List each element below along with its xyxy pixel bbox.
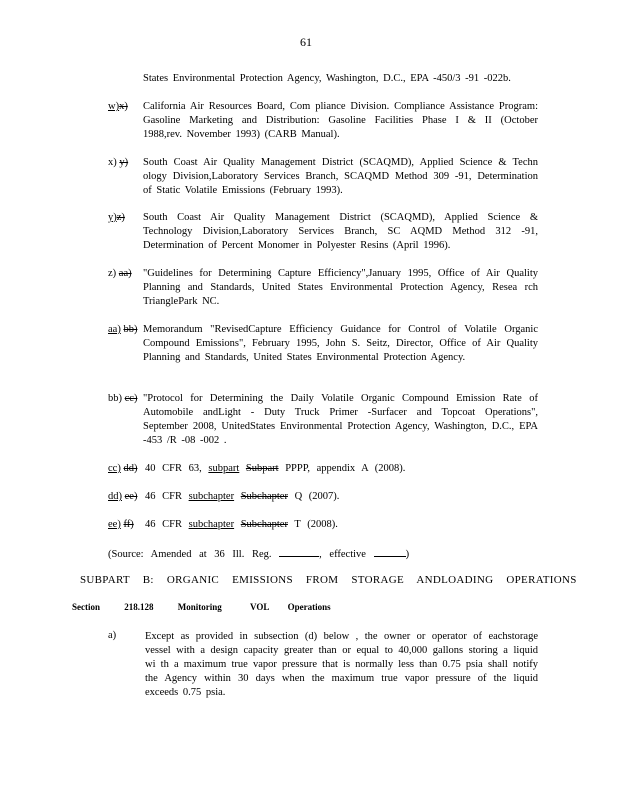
label-new: w) [108,101,120,112]
section-title-3: Operations [287,602,331,612]
page-number: 61 [300,35,312,49]
label-old: z) [116,212,125,223]
reference-text: California Air Resources Board, Com pliance Division. Compliance Assistance Program: Gasoline Marketing and Distribution: Gasoline Facilities Phase I & II (October 1988,rev. November 1993) (CARB Manual). [143,101,538,140]
paragraph-label: a) [108,630,117,641]
register-blank [279,546,319,557]
label-old: cc) [124,393,138,404]
ref-post: PPPP, appendix A (2008). [278,463,406,474]
section-label: Section [72,602,100,612]
subpart-heading: SUBPART B: ORGANIC EMISSIONS FROM STORAGE ANDLOADING OPERATIONS [80,574,577,586]
source-open: (Source: [108,549,144,560]
reference-text: Memorandum "RevisedCapture Efficiency Guidance for Control of Volatile Organic Compound Emissions", February 1995, John S. Seitz, Director, Office of Air Quality Planning and Standards, United States Environmental Protection Agency. [143,324,538,363]
label-old: bb) [123,324,138,335]
item-label [108,462,137,476]
ref-pre: 46 CFR [145,491,189,502]
item-label [108,267,132,281]
effective-date-blank [374,546,406,557]
ref-post: Q (2007). [287,491,340,502]
item-label [108,392,137,406]
item-label [108,211,125,225]
label-new: y) [108,212,117,223]
label-new: cc) [108,463,121,474]
ref-pre: 40 CFR 63, [145,463,209,474]
item-label [108,323,137,337]
label-old: x) [119,101,128,112]
paragraph-text: Except as provided in subsection (d) below , the owner or operator of eachstorage vessel with a design capacity greater than or equal to 40,000 gallons storing a liquid wi th a maximum true vapor pressure that is normally less than 0.75 psia shall notify the Agency within 30 days when the maximum true vapor pressure of the liquid exceeds 0.75 psia. [145,631,538,698]
label-old: y) [119,157,129,168]
item-label [108,518,134,532]
ref-deleted: Subchapter [240,491,288,502]
intro-line: States Environmental Protection Agency, Washington, D.C., EPA -450/3 -91 -022b. [143,73,511,84]
label-new: z) [108,268,117,279]
source-note: (Source: Amended at 36 Ill. Reg. , effective ) [108,546,409,560]
item-label [108,100,128,114]
source-effective: effective [329,549,366,560]
source-close: ) [405,549,410,560]
ref-deleted: Subchapter [240,519,288,530]
section-title-2: VOL [250,602,270,612]
section-number: 218.128 [124,602,154,612]
reference-text: "Guidelines for Determining Capture Efficiency",January 1995, Office of Air Quality Planning and Standards, United States Environmental Protection Agency, Resea rch TrianglePark NC. [143,268,538,307]
cfr-reference [145,490,339,504]
label-old: aa) [118,268,132,279]
label-new: x) [108,157,117,168]
label-new: dd) [108,491,122,502]
section-title-1: Monitoring [177,602,222,612]
section-heading [72,602,331,612]
item-label [108,490,137,504]
ref-inserted: subchapter [188,491,235,502]
reference-text: South Coast Air Quality Management District (SCAQMD), Applied Science & Techn ology Division,Laboratory Services Branch, SCAQMD Method 309 -91, Determination of Static Volatile Emissions (February 1993). [143,157,538,196]
source-amended: Amended at 36 Ill. Reg. [150,549,272,560]
label-new: bb) [108,393,122,404]
ref-deleted: Subpart [245,463,279,474]
reference-text: South Coast Air Quality Management District (SCAQMD), Applied Science & Technology Division,Laboratory Services Branch, SC AQMD Method 312 -91, Determination of Percent Monomer in Polyester Resins (April 1996). [143,212,538,251]
reference-text: "Protocol for Determining the Daily Volatile Organic Compound Emission Rate of Automobile andLight - Duty Truck Primer -Surfacer and Topcoat Operations", September 2008, UnitedStates Environmental Protection Agency, Washington, D.C., EPA -453 /R -08 -002 . [143,393,538,446]
cfr-reference [145,518,338,532]
ref-post: T (2008). [287,519,338,530]
ref-inserted: subpart [208,463,240,474]
label-old: ff) [123,519,134,530]
label-new: aa) [108,324,121,335]
item-label [108,156,128,170]
label-new: ee) [108,519,121,530]
cfr-reference [145,462,405,476]
label-old: ee) [124,491,138,502]
ref-pre: 46 CFR [145,519,189,530]
label-old: dd) [123,463,138,474]
ref-inserted: subchapter [188,519,235,530]
